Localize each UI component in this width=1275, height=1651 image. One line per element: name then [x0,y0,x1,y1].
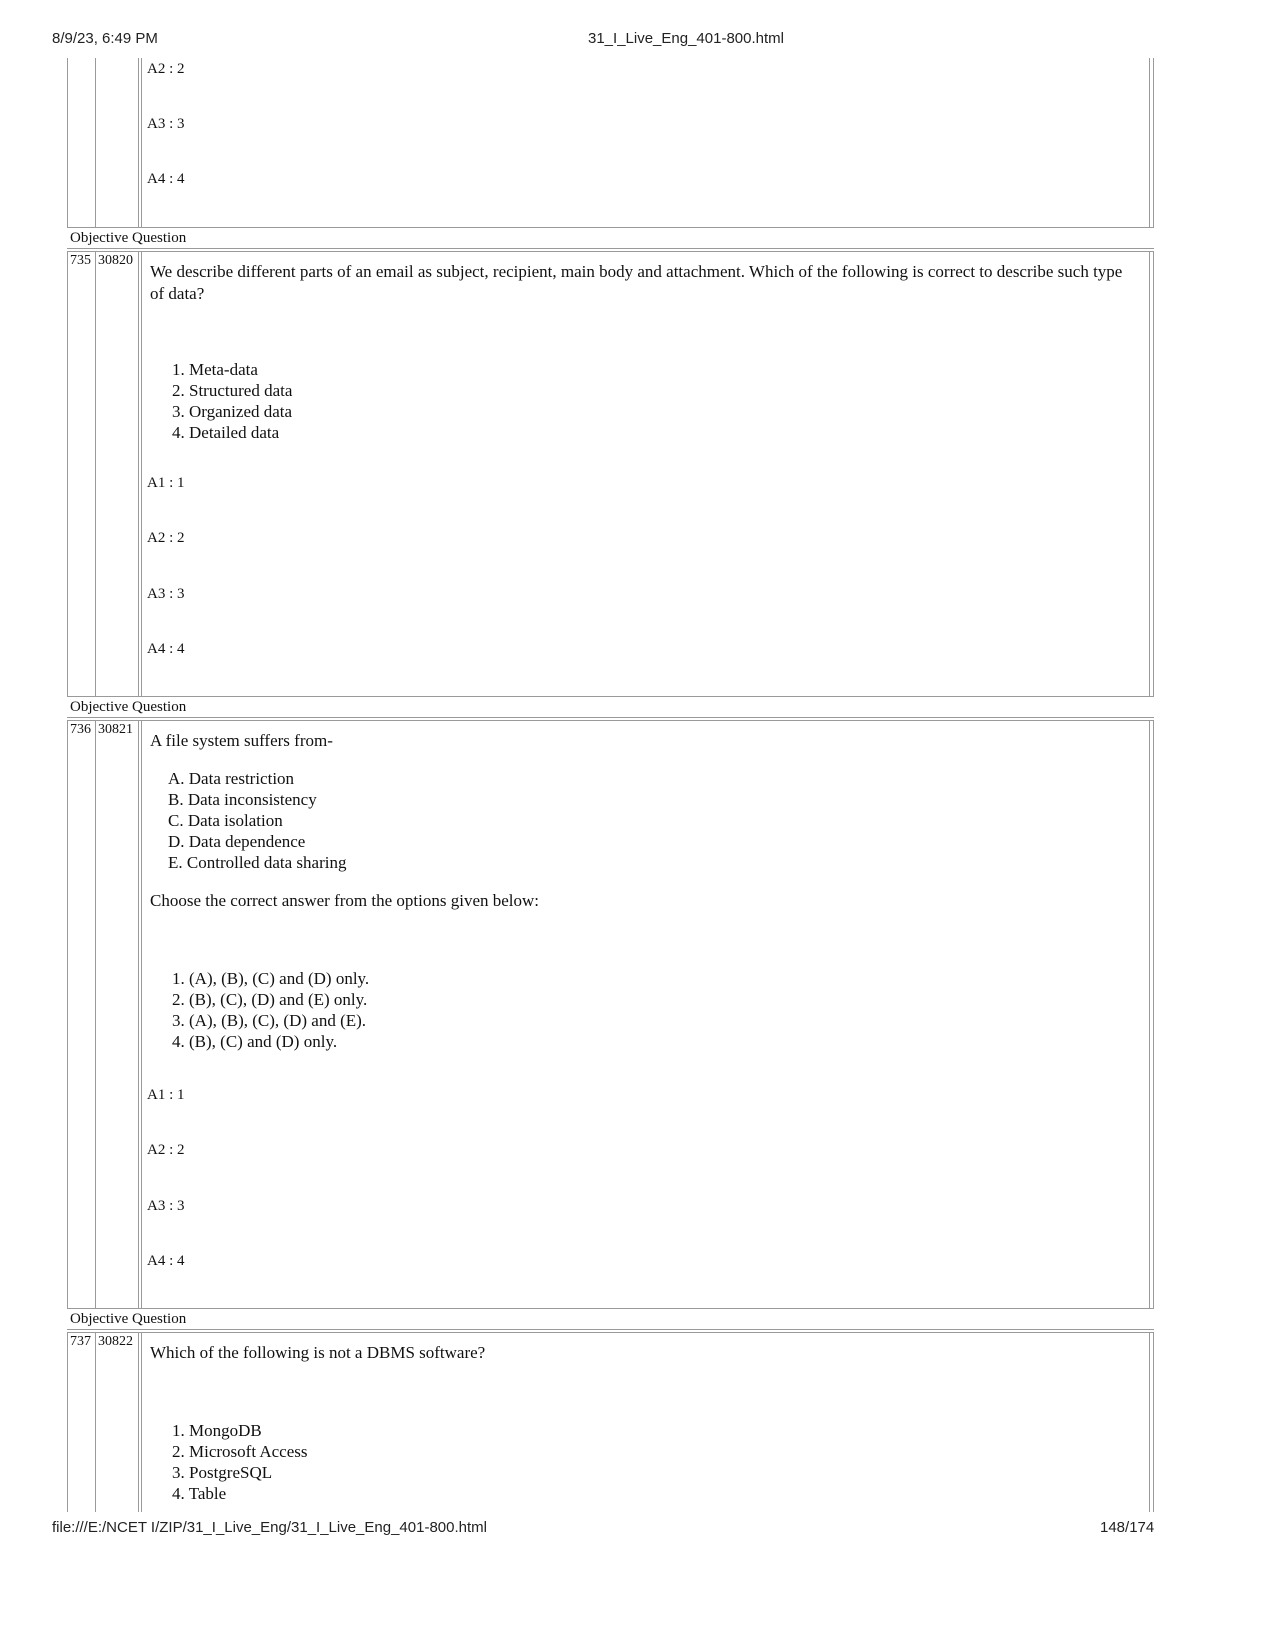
instruction-text: Choose the correct answer from the options given below: [150,891,540,910]
table-border-line [67,717,1154,718]
answer-label: A1 : 1 [147,1087,185,1103]
option-item: 2. Microsoft Access [172,1442,308,1461]
option-item: 4. Detailed data [172,423,280,442]
table-border-line [141,251,142,697]
question-serial-number: 736 [70,722,91,737]
table-border-line [138,720,139,1309]
table-border-line [67,227,1154,228]
option-item: 3. (A), (B), (C), (D) and (E). [172,1011,367,1030]
table-border-line [1153,58,1154,228]
table-border-line [1153,720,1154,1309]
table-border-line [138,251,139,697]
section-label: Objective Question [70,1311,187,1327]
statement-item: A. Data restriction [168,769,295,788]
table-border-line [95,58,96,228]
option-item: 4. (B), (C) and (D) only. [172,1032,338,1051]
question-text: Which of the following is not a DBMS software? [150,1343,486,1362]
table-border-line [1153,251,1154,697]
table-border-line [95,1332,96,1512]
table-border-line [67,1332,1154,1333]
table-border-line [67,1308,1154,1309]
statement-item: C. Data isolation [168,811,283,830]
question-serial-number: 735 [70,253,91,268]
option-item: 1. Meta-data [172,360,258,379]
table-border-line [67,696,1154,697]
answer-label: A3 : 3 [147,1198,185,1214]
table-border-line [67,58,68,228]
table-border-line [67,1329,1154,1330]
table-border-line [141,1332,142,1512]
option-item: 2. Structured data [172,381,293,400]
answer-label: A1 : 1 [147,475,185,491]
answer-label: A4 : 4 [147,1253,185,1269]
option-item: 3. Organized data [172,402,293,421]
option-item: 1. MongoDB [172,1421,262,1440]
statement-item: E. Controlled data sharing [168,853,347,872]
answer-label: A3 : 3 [147,586,185,602]
table-border-line [1149,720,1150,1309]
statement-item: B. Data inconsistency [168,790,317,809]
page-number: 148/174 [1100,1519,1155,1536]
section-label: Objective Question [70,699,187,715]
print-datetime: 8/9/23, 6:49 PM [52,30,158,47]
table-border-line [1149,1332,1150,1512]
table-border-line [67,1332,68,1512]
table-border-line [141,58,142,228]
section-label: Objective Question [70,230,187,246]
table-border-line [67,720,1154,721]
answer-label: A2 : 2 [147,61,185,77]
answer-label: A4 : 4 [147,171,185,187]
table-border-line [67,248,1154,249]
option-item: 3. PostgreSQL [172,1463,273,1482]
table-border-line [67,720,68,1309]
answer-label: A2 : 2 [147,530,185,546]
table-border-line [138,58,139,228]
option-item: 2. (B), (C), (D) and (E) only. [172,990,368,1009]
option-item: 4. Table [172,1484,227,1503]
answer-label: A2 : 2 [147,1142,185,1158]
option-item: 1. (A), (B), (C) and (D) only. [172,969,370,988]
document-title: 31_I_Live_Eng_401-800.html [588,30,784,47]
table-border-line [67,251,1154,252]
question-serial-number: 737 [70,1334,91,1349]
table-border-line [138,1332,139,1512]
question-text: We describe different parts of an email as subject, recipient, main body and attachment. Which of the following is correct to describe such type of data? [150,262,1123,303]
table-border-line [95,251,96,697]
answer-label: A3 : 3 [147,116,185,132]
table-border-line [67,251,68,697]
answer-label: A4 : 4 [147,641,185,657]
table-border-line [141,720,142,1309]
question-id: 30821 [98,722,133,737]
file-path: file:///E:/NCET I/ZIP/31_I_Live_Eng/31_I_Live_Eng_401-800.html [52,1519,487,1536]
question-id: 30822 [98,1334,133,1349]
question-id: 30820 [98,253,133,268]
statement-item: D. Data dependence [168,832,306,851]
table-border-line [1149,251,1150,697]
table-border-line [1149,58,1150,228]
table-border-line [1153,1332,1154,1512]
question-text: A file system suffers from- [150,731,333,750]
table-border-line [95,720,96,1309]
